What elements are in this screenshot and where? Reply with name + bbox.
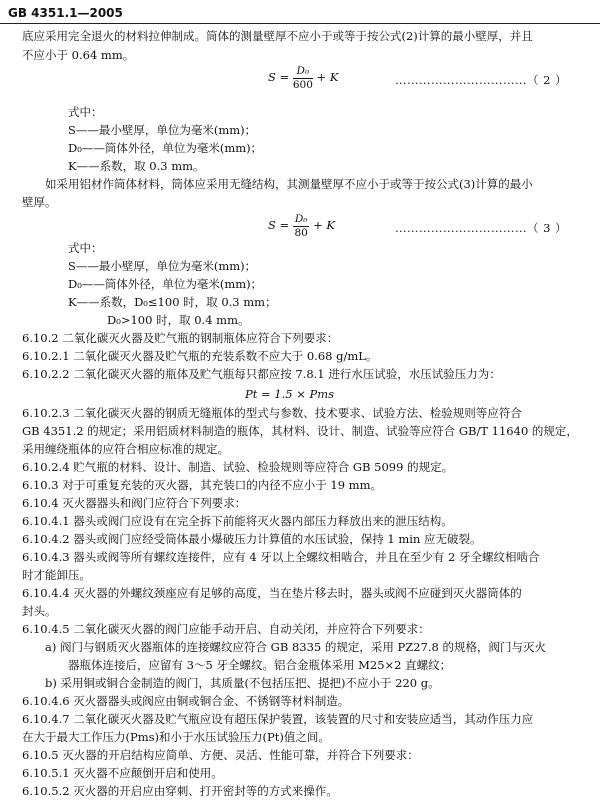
paragraph-line: 采用缠绕瓶体的应符合相应标准的规定。 — [22, 441, 229, 456]
paragraph-line: 式中： — [68, 104, 103, 119]
header-rule — [0, 23, 600, 24]
paragraph-line: 封头。 — [22, 603, 57, 618]
clause-6-10-4-1: 6.10.4.1 器头或阀门应设有在完全拆下前能将灭火器内部压力释放出来的泄压结构。 — [22, 513, 453, 528]
clause-6-10-4-6: 6.10.4.6 灭火器器头或阀应由铜或铜合金、不锈钢等材料制造。 — [22, 693, 350, 708]
standard-code-header: GB 4351.1—2005 — [8, 6, 123, 20]
clause-6-10-4-7: 6.10.4.7 二氧化碳灭火器及贮气瓶应设有超压保护装置，该装置的尺寸和安装应适当，其动作压力应 — [22, 711, 534, 726]
clause-6-10-2-4: 6.10.2.4 贮气瓶的材料、设计、制造、试验、检验规则等应符合 GB 5099 的规定。 — [22, 459, 454, 474]
formula-2-numerator: D₀ — [293, 66, 313, 79]
formula-3-numerator: D₀ — [294, 213, 308, 226]
clause-6-10-2-2: 6.10.2.2 二氧化碳灭火器的瓶体及贮气瓶每只都应按 7.8.1 进行水压试验，水压试验压力为： — [22, 366, 501, 381]
paragraph-line: D₀——筒体外径，单位为毫米(mm)； — [68, 140, 263, 155]
formula-3 — [268, 214, 335, 238]
clause-6-10-4-2: 6.10.4.2 器头或阀门应经受筒体最小爆破压力计算值的水压试验，保持 1 min 应无破裂。 — [22, 531, 482, 546]
clause-6-10-2: 6.10.2 二氧化碳灭火器及贮气瓶的钢制瓶体应符合下列要求： — [22, 330, 339, 345]
formula-test-pressure: Pt = 1.5 × Pms — [245, 386, 335, 401]
clause-6-10-4-3: 6.10.4.3 器头或阀等所有螺纹连接件，应有 4 牙以上全螺纹相啮合，并且在至少有 2 牙全螺纹相啮合 — [22, 549, 540, 564]
clause-6-10-4-4: 6.10.4.4 灭火器的外螺纹颈座应有足够的高度，当在垫片移去时，器头或阀不应碰到灭火器筒体的 — [22, 585, 522, 600]
paragraph-line: 壁厚。 — [22, 195, 57, 209]
formula-2 — [268, 66, 338, 90]
formula-3-number: ……………………………（ 3 ） — [395, 220, 568, 235]
paragraph-line: 式中： — [68, 240, 103, 255]
formula-3-denominator: 80 — [294, 226, 308, 239]
paragraph-line: S——最小壁厚，单位为毫米(mm)； — [68, 258, 257, 273]
paragraph-line: 不应小于 0.64 mm。 — [22, 48, 135, 62]
formula-3-fraction — [293, 214, 310, 238]
paragraph-line: K——系数，D₀≤100 时，取 0.3 mm； — [68, 294, 277, 309]
paragraph-line: D₀>100 时，取 0.4 mm。 — [107, 312, 250, 327]
clause-6-10-4-5: 6.10.4.5 二氧化碳灭火器的阀门应能手动开启、自动关闭，并应符合下列要求： — [22, 621, 430, 636]
list-item-b: b) 采用铜或铜合金制造的阀门，其质量(不包括压把、提把)不应小于 220 g。 — [45, 675, 440, 690]
formula-3-lhs: S = — [268, 218, 290, 233]
paragraph-line: D₀——筒体外径，单位为毫米(mm)； — [68, 276, 263, 291]
clause-6-10-5-2: 6.10.5.2 灭火器的开启应由穿刺、打开密封等的方式来操作。 — [22, 784, 338, 798]
formula-2-lhs: S = — [268, 70, 290, 85]
clause-6-10-5: 6.10.5 灭火器的开启结构应简单、方便、灵活、性能可靠，并符合下列要求： — [22, 748, 419, 762]
paragraph-line: S——最小壁厚，单位为毫米(mm)； — [68, 122, 257, 137]
formula-3-tail: + K — [313, 218, 336, 233]
paragraph-line: 底应采用完全退火的材料拉伸制成。筒体的测量壁厚不应小于或等于按公式(2)计算的最小壁厚，并且 — [22, 29, 533, 43]
formula-2-tail: + K — [316, 70, 339, 85]
clause-6-10-2-1: 6.10.2.1 二氧化碳灭火器及贮气瓶的充装系数不应大于 0.68 g/mL。 — [22, 348, 378, 363]
clause-6-10-5-1: 6.10.5.1 灭火器不应颠倒开启和使用。 — [22, 766, 223, 780]
clause-6-10-3: 6.10.3 对于可重复充装的灭火器，其充装口的内径不应小于 19 mm。 — [22, 477, 382, 492]
formula-2-fraction — [293, 66, 313, 90]
paragraph-line: K——系数，取 0.3 mm。 — [68, 158, 205, 173]
paragraph-line: 在大于最大工作压力(Pms)和小于水压试验压力(Pt)值之间。 — [22, 729, 330, 744]
list-item-a: a) 阀门与钢质灭火器瓶体的连接螺纹应符合 GB 8335 的规定，采用 PZ27.8 的规格，阀门与灭火 — [45, 639, 547, 654]
clause-6-10-2-3: 6.10.2.3 二氧化碳灭火器的钢质无缝瓶体的型式与参数、技术要求、试验方法、检验规则等应符合 — [22, 405, 522, 420]
paragraph-line: 时才能卸压。 — [22, 567, 91, 582]
paragraph-line: 如采用铝材作筒体材料，筒体应采用无缝结构，其测量壁厚不应小于或等于按公式(3)计算的最小 — [45, 177, 533, 191]
clause-6-10-4: 6.10.4 灭火器器头和阀门应符合下列要求： — [22, 495, 247, 510]
formula-2-denominator: 600 — [292, 78, 313, 91]
paragraph-line: GB 4351.2 的规定；采用铝质材料制造的瓶体，其材料、设计、制造、试验等应符合 GB/T 11640 的规定， — [22, 423, 578, 438]
paragraph-line: 器瓶体连接后，应留有 3～5 牙全螺纹。铝合金瓶体采用 M25×2 直螺纹； — [68, 657, 452, 672]
formula-2-number: ……………………………（ 2 ） — [395, 72, 568, 87]
